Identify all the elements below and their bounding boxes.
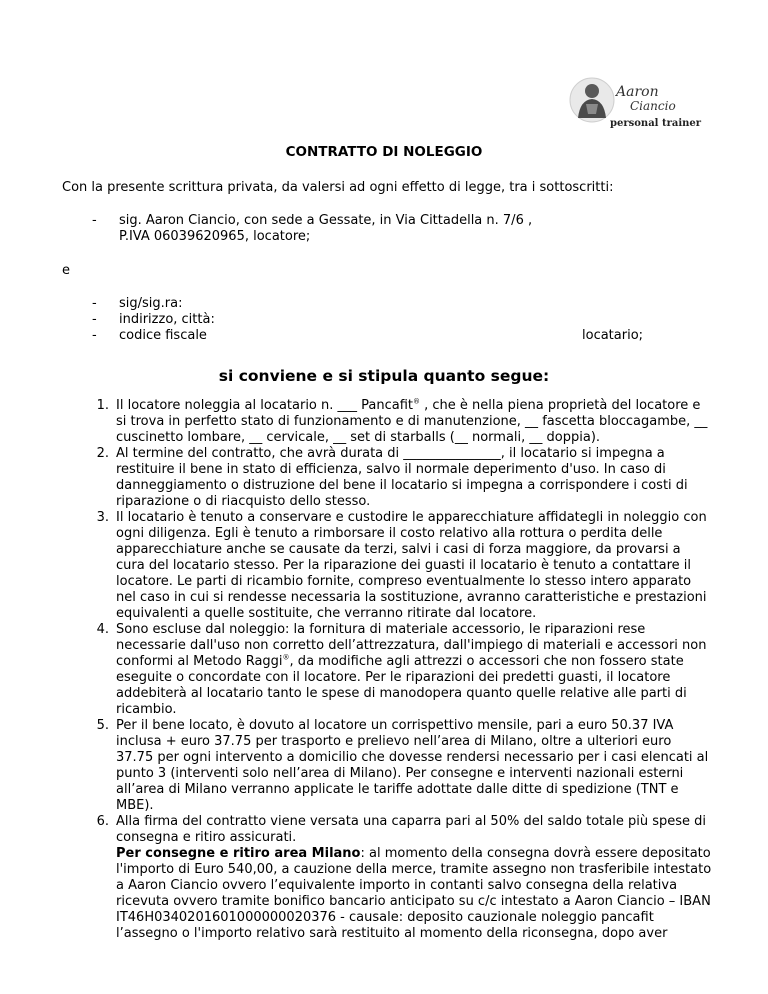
logo-name-line1: Aaron bbox=[616, 84, 659, 100]
clause-3 bbox=[62, 510, 712, 622]
list-dash: - bbox=[92, 296, 97, 311]
fiscal-code-label: codice fiscale bbox=[119, 328, 207, 343]
clause-6 bbox=[62, 814, 712, 942]
list-dash: - bbox=[92, 312, 97, 327]
logo-tagline: personal trainer bbox=[610, 118, 702, 129]
intro-paragraph: Con la presente scrittura privata, da valersi ad ogni effetto di legge, tra i sottoscritti: bbox=[62, 180, 614, 195]
clause-5 bbox=[62, 718, 712, 814]
clause-number: 6. bbox=[96, 814, 109, 829]
list-item bbox=[92, 312, 692, 328]
clause-number: 1. bbox=[96, 398, 109, 413]
clause-1 bbox=[62, 398, 712, 446]
clause-text: Per il bene locato, è dovuto al locatore un corrispettivo mensile, pari a euro 50.37 IVA inclusa + euro 37.75 per trasporto e prelievo nell’area di Milano, oltre a ulteriori euro 37.75 per ogni intervento a domicilio che dovesse rendersi necessario per i casi elencati al punto 3 (interventi solo nell’area di Milano). Per consegne e interventi nazionali esterni all’area di Milano verranno applicate le tariffe adottate dalle ditte di spedizione (TNT e MBE). bbox=[116, 718, 709, 813]
clause-number: 2. bbox=[96, 446, 109, 461]
locatario-role: locatario; bbox=[582, 328, 644, 343]
aaron-ciancio-logo bbox=[566, 74, 706, 132]
clause-number: 3. bbox=[96, 510, 109, 525]
milan-delivery-text: : al momento della consegna dovrà essere depositato l'importo di Euro 540,00, a cauzione della merce, tramite assegno non trasferibile intestato a Aaron Ciancio ovvero l’equivalente importo in contanti salvo consegna della relativa ricevuta ovvero tramite bonifico bancario anticipato su c/c intestato a Aaron Ciancio – IBAN IT46H0340201601000000020376 - causale: deposito cauzionale noleggio pancafit l’assegno o l'importo relativo sarà restituito al momento della riconsegna, dopo aver bbox=[116, 846, 712, 941]
clause-text: Il locatario è tenuto a conservare e custodire le apparecchiature affidategli in noleggio con ogni diligenza. Egli è tenuto a rimborsare il costo relativo alla rottura o perdita delle apparecchiature anche se causate da terzi, salvi i casi di forza maggiore, da provarsi a cura del locatario stesso. Per la riparazione dei guasti il locatario è tenuto a contattare il locatore. Le parti di ricambio fornite, compreso eventualmente lo stesso intero apparato nel caso in cui si rendesse necessaria la sostituzione, avranno caratteristiche e prestazioni equivalenti a quelle sostituite, che verranno ritirate dal locatore. bbox=[116, 510, 707, 621]
section-subtitle: si conviene e si stipula quanto segue: bbox=[218, 367, 550, 385]
clauses-list bbox=[62, 398, 712, 942]
locatore-line-2: P.IVA 06039620965, locatore; bbox=[119, 229, 311, 244]
clause-2 bbox=[62, 446, 712, 510]
list-item bbox=[92, 296, 692, 312]
clause-4 bbox=[62, 622, 712, 718]
list-dash: - bbox=[92, 328, 97, 343]
milan-delivery-heading: Per consegne e ritiro area Milano bbox=[116, 846, 361, 861]
address-label: indirizzo, città: bbox=[119, 312, 215, 327]
conjunction: e bbox=[62, 263, 70, 278]
clause-text: Il locatore noleggia al locatario n. ___ Pancafit® , che è nella piena proprietà del locatore e si trova in perfetto stato di funzionamento e di manutenzione, __ fascetta bloccagambe, __ cuscinetto lombare, __ cervicale, __ set di starballs (__ normali, __ doppia). bbox=[116, 397, 708, 445]
clause-number: 5. bbox=[96, 718, 109, 733]
locatore-line-1: sig. Aaron Ciancio, con sede a Gessate, in Via Cittadella n. 7/6 , bbox=[119, 213, 533, 228]
party-locatario bbox=[92, 296, 692, 344]
document-title: CONTRATTO DI NOLEGGIO bbox=[285, 144, 483, 160]
name-label: sig/sig.ra: bbox=[119, 296, 183, 311]
clause-text: Sono escluse dal noleggio: la fornitura di materiale accessorio, le riparazioni rese necessarie dall'uso non corretto dell’attrezzatura, dall'impiego di materiali e accessori non conformi al Metodo Raggi®, da modifiche agli attrezzi o accessori che non fossero state eseguite o concordate con il locatore. Per le riparazioni dei predetti guasti, il locatore addebiterà al locatario tanto le spese di manodopera quanto quelle relative alle parti di ricambio. bbox=[116, 622, 707, 717]
logo-name-line2: Ciancio bbox=[630, 99, 676, 113]
list-dash: - bbox=[92, 213, 97, 228]
clause-text: Al termine del contratto, che avrà durata di _______________, il locatario si impegna a restituire il bene in stato di efficienza, salvo il normale deperimento d'uso. In caso di danneggiamento o distruzione del bene il locatario si impegna a corrispondere i costi di riparazione o di riacquisto dello stesso. bbox=[116, 446, 688, 509]
clause-text: Alla firma del contratto viene versata una caparra pari al 50% del saldo totale più spese di consegna e ritiro assicurati. bbox=[116, 814, 707, 845]
list-item bbox=[92, 328, 692, 344]
clause-number: 4. bbox=[96, 622, 109, 637]
